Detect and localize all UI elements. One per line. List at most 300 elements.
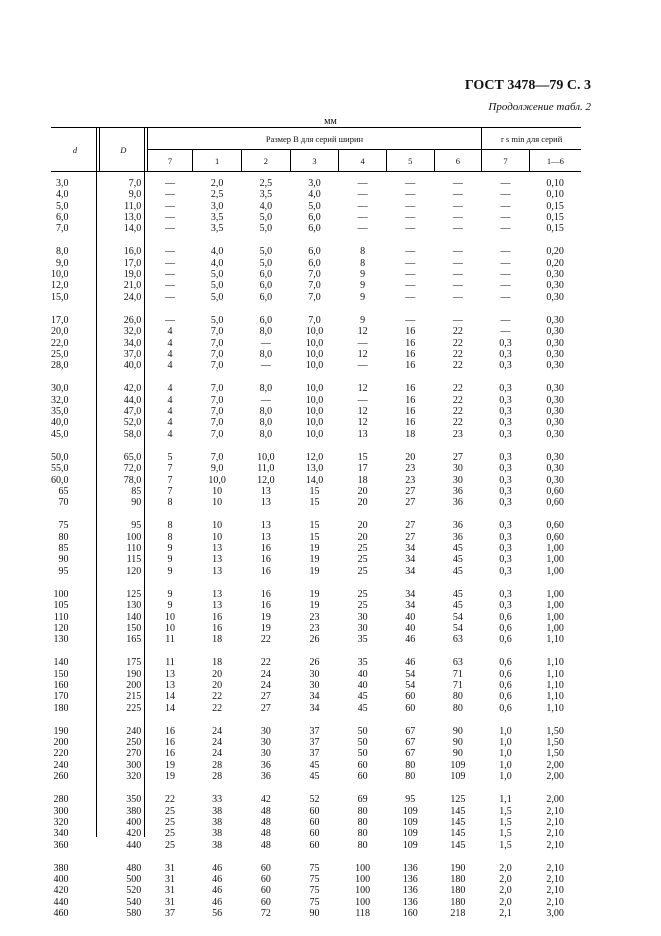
table-cell: 9	[360, 280, 366, 292]
table-cell: —	[500, 291, 511, 303]
table-cell: 22,0	[51, 337, 69, 349]
table-cell: 250	[126, 737, 142, 749]
table-cell: 31	[165, 874, 176, 886]
table-cell: 60	[309, 805, 320, 817]
table-cell: 0,30	[546, 337, 564, 349]
table-cell: 1,5	[499, 839, 512, 851]
table-cell: 26,0	[123, 314, 142, 326]
table-cell: 340	[53, 828, 69, 840]
table-cell: 25	[165, 828, 176, 840]
table-row	[51, 828, 581, 839]
table-cell: 180	[53, 702, 69, 714]
table-cell: —	[405, 314, 416, 326]
table-cell: 4	[167, 406, 173, 418]
table-cell: 7,0	[210, 337, 224, 349]
table-cell: 145	[450, 816, 466, 828]
table-cell: 13	[165, 679, 176, 691]
table-row	[51, 600, 581, 611]
table-cell: 20	[357, 497, 368, 509]
table-cell: 24	[212, 737, 223, 749]
table-cell: 280	[53, 794, 69, 806]
table-cell: 9,0	[210, 463, 224, 475]
table-cell: 140	[53, 657, 69, 669]
table-cell: 1,00	[546, 565, 564, 577]
table-row	[51, 737, 581, 748]
table-cell: —	[165, 223, 176, 235]
table-cell: 0,30	[546, 383, 564, 395]
table-cell: —	[405, 246, 416, 258]
table-cell: 1,00	[546, 543, 564, 555]
table-cell: 19	[309, 600, 320, 612]
table-cell: 16	[260, 554, 271, 566]
table-cell: 15,0	[51, 291, 69, 303]
table-cell: 16	[212, 622, 223, 634]
table-cell: 34	[405, 554, 416, 566]
table-cell: 72	[260, 908, 271, 920]
table-row	[51, 212, 581, 223]
table-row	[51, 463, 581, 474]
table-cell: 38	[212, 805, 223, 817]
table-cell: 27	[260, 702, 271, 714]
table-cell: 240	[126, 725, 142, 737]
table-cell: 10	[165, 622, 176, 634]
table-row	[51, 440, 581, 463]
table-cell: 0,30	[546, 280, 564, 292]
table-cell: —	[500, 211, 511, 223]
column-divider	[144, 127, 145, 837]
table-cell: 17,0	[51, 314, 69, 326]
table-row	[51, 395, 581, 406]
table-cell: 520	[126, 885, 142, 897]
table-cell: 30	[260, 748, 271, 760]
table-cell: 2,10	[546, 839, 564, 851]
table-cell: 10,0	[257, 451, 275, 463]
table-cell: 25,0	[51, 348, 69, 360]
table-cell: 48	[260, 839, 271, 851]
table-row	[51, 532, 581, 543]
table-cell: 47,0	[123, 406, 142, 418]
table-cell: 120	[53, 622, 69, 634]
table-cell: 12,0	[257, 474, 275, 486]
table-cell: 15	[357, 451, 368, 463]
table-row	[51, 349, 581, 360]
table-cell: —	[500, 269, 511, 281]
table-cell: 22	[452, 360, 463, 372]
table-cell: 52	[309, 794, 320, 806]
table-cell: 40	[405, 622, 416, 634]
table-cell: 380	[126, 805, 142, 817]
table-cell: —	[165, 189, 176, 201]
table-cell: 7,0	[210, 428, 224, 440]
table-cell: 2,0	[499, 885, 512, 897]
table-cell: 45	[452, 588, 463, 600]
table-cell: 1,10	[546, 657, 564, 669]
table-cell: 8,0	[259, 326, 273, 338]
table-cell: 25	[357, 565, 368, 577]
table-cell: 0,3	[499, 497, 512, 509]
table-cell: 100	[355, 862, 371, 874]
table-cell: 60	[309, 828, 320, 840]
table-cell: 7,0	[210, 360, 224, 372]
table-cell: 8	[167, 531, 173, 543]
table-cell: 100	[53, 588, 69, 600]
table-cell: 8	[167, 520, 173, 532]
table-cell: 0,3	[499, 337, 512, 349]
table-cell: 50	[357, 748, 368, 760]
table-row	[51, 554, 581, 565]
table-cell: 4	[167, 417, 173, 429]
table-cell: 8	[360, 257, 366, 269]
table-cell: 16	[165, 737, 176, 749]
table-cell: 4	[167, 326, 173, 338]
table-cell: 48	[260, 816, 271, 828]
table-cell: 6,0	[259, 314, 273, 326]
table-cell: 50	[357, 725, 368, 737]
table-cell: 0,3	[499, 451, 512, 463]
table-cell: 17	[357, 463, 368, 475]
table-cell: 130	[53, 634, 69, 646]
table-cell: 46	[212, 885, 223, 897]
table-cell: 7,0	[210, 406, 224, 418]
table-cell: 1,10	[546, 668, 564, 680]
table-cell: 1,5	[499, 805, 512, 817]
table-cell: 63	[452, 657, 463, 669]
table-row	[51, 303, 581, 326]
table-cell: 6,0	[308, 223, 321, 235]
table-cell: 120	[126, 565, 142, 577]
table-cell: 6,0	[308, 211, 321, 223]
table-row	[51, 326, 581, 337]
table-row	[51, 234, 581, 257]
table-cell: 12	[357, 406, 368, 418]
table-row	[51, 680, 581, 691]
table-cell: 42	[260, 794, 271, 806]
table-cell: —	[405, 200, 416, 212]
table-cell: 109	[402, 805, 418, 817]
table-cell: 4	[167, 428, 173, 440]
table-cell: 6,0	[259, 269, 273, 281]
table-row	[51, 508, 581, 531]
table-cell: —	[165, 200, 176, 212]
table-cell: 23	[309, 611, 320, 623]
table-cell: 9	[167, 543, 173, 555]
table-cell: 0,30	[546, 451, 564, 463]
table-cell: 100	[355, 885, 371, 897]
table-cell: 50	[357, 737, 368, 749]
table-cell: 320	[53, 816, 69, 828]
table-cell: 27	[405, 520, 416, 532]
table-row	[51, 475, 581, 486]
table-cell: 16	[405, 383, 416, 395]
unit-label: мм	[324, 116, 337, 127]
table-cell: 67	[405, 748, 416, 760]
table-cell: 34	[405, 600, 416, 612]
table-row	[51, 806, 581, 817]
table-cell: 85	[131, 485, 142, 497]
table-row	[51, 703, 581, 714]
table-cell: 22	[165, 794, 176, 806]
table-cell: 0,6	[499, 622, 512, 634]
table-cell: 13	[212, 554, 223, 566]
table-cell: 2,00	[546, 794, 564, 806]
table-cell: 1,00	[546, 611, 564, 623]
table-cell: 42,0	[123, 383, 142, 395]
table-cell: 109	[402, 816, 418, 828]
table-cell: 1,50	[546, 748, 564, 760]
table-cell: 136	[402, 896, 418, 908]
table-cell: 12,0	[305, 451, 324, 463]
table-cell: 45	[452, 543, 463, 555]
table-cell: 23	[405, 463, 416, 475]
table-cell: 190	[126, 668, 142, 680]
table-cell: 1,5	[499, 816, 512, 828]
table-cell: 60	[405, 691, 416, 703]
table-cell: 1,50	[546, 725, 564, 737]
table-cell: —	[165, 314, 176, 326]
table-cell: —	[405, 211, 416, 223]
table-cell: 10	[212, 531, 223, 543]
table-cell: 60	[357, 759, 368, 771]
table-cell: 30	[309, 679, 320, 691]
table-cell: 60	[309, 839, 320, 851]
table-cell: 80	[357, 839, 368, 851]
table-cell: 16	[260, 600, 271, 612]
table-cell: 48	[260, 828, 271, 840]
table-cell: 105	[53, 600, 69, 612]
table-cell: 54	[452, 611, 463, 623]
table-cell: 24	[212, 748, 223, 760]
table-row	[51, 280, 581, 291]
table-cell: 4,0	[308, 189, 321, 201]
table-cell: 55,0	[51, 463, 69, 475]
table-row	[51, 338, 581, 349]
table-cell: 19	[260, 622, 271, 634]
col-header-series: 7	[147, 150, 193, 172]
table-cell: 34	[405, 565, 416, 577]
table-cell: —	[452, 211, 463, 223]
table-cell: —	[405, 269, 416, 281]
table-cell: 0,60	[546, 531, 564, 543]
table-cell: 54	[405, 679, 416, 691]
table-cell: 1,0	[499, 771, 512, 783]
table-cell: —	[260, 337, 271, 349]
table-cell: 15	[309, 485, 320, 497]
table-cell: 16	[405, 417, 416, 429]
table-cell: 22	[452, 337, 463, 349]
table-cell: 9	[167, 565, 173, 577]
table-cell: 16	[165, 725, 176, 737]
table-cell: 3,5	[259, 189, 273, 201]
col-header-series: 1—6	[529, 150, 581, 172]
table-cell: 11	[165, 634, 175, 646]
col-header-series: 3	[290, 150, 339, 172]
table-cell: —	[452, 223, 463, 235]
table-row	[51, 269, 581, 280]
row-group	[51, 851, 581, 919]
table-cell: 46	[212, 874, 223, 886]
table-cell: 0,6	[499, 691, 512, 703]
table-cell: —	[260, 360, 271, 372]
table-cell: 10,0	[305, 428, 324, 440]
row-group	[51, 172, 581, 235]
table-cell: 4,0	[56, 189, 69, 201]
table-cell: 0,3	[499, 565, 512, 577]
table-cell: 14	[165, 691, 176, 703]
table-cell: 27	[260, 691, 271, 703]
table-cell: 95	[58, 565, 69, 577]
table-cell: —	[452, 291, 463, 303]
row-group	[51, 440, 581, 508]
table-cell: 45	[452, 600, 463, 612]
table-cell: 460	[53, 908, 69, 920]
table-cell: —	[452, 257, 463, 269]
col-header-group-B: Размер B для серий ширин	[147, 128, 482, 150]
table-cell: 34	[309, 702, 320, 714]
table-cell: 10,0	[305, 326, 324, 338]
table-cell: 13	[212, 588, 223, 600]
table-cell: 6,0	[259, 291, 273, 303]
table-cell: 23	[452, 428, 463, 440]
table-cell: 25	[165, 839, 176, 851]
table-cell: 60	[357, 771, 368, 783]
table-cell: 90	[58, 554, 69, 566]
table-cell: 67	[405, 725, 416, 737]
table-cell: 7,0	[56, 223, 69, 235]
table-cell: 165	[126, 634, 142, 646]
table-cell: 0,30	[546, 394, 564, 406]
table-cell: 18	[212, 657, 223, 669]
table-cell: 0,3	[499, 588, 512, 600]
table-cell: 25	[357, 543, 368, 555]
table-cell: 56	[212, 908, 223, 920]
table-cell: 440	[53, 896, 69, 908]
table-cell: 36	[452, 520, 463, 532]
table-cell: 36	[452, 485, 463, 497]
row-group	[51, 577, 581, 645]
table-cell: 45	[357, 702, 368, 714]
table-cell: 7,0	[308, 280, 321, 292]
table-cell: 11,0	[257, 463, 275, 475]
table-cell: 10,0	[305, 360, 324, 372]
table-row	[51, 360, 581, 371]
table-cell: 8,0	[259, 348, 273, 360]
table-cell: 4,0	[210, 246, 224, 258]
table-row	[51, 645, 581, 668]
table-cell: 40,0	[123, 360, 142, 372]
table-cell: 40,0	[51, 417, 69, 429]
table-cell: 0,3	[499, 463, 512, 475]
table-cell: 360	[53, 839, 69, 851]
table-cell: 16	[405, 360, 416, 372]
table-cell: 180	[450, 885, 466, 897]
table-cell: 67	[405, 737, 416, 749]
table-cell: 15	[309, 531, 320, 543]
table-cell: 6,0	[308, 257, 321, 269]
table-cell: 0,30	[546, 348, 564, 360]
table-cell: 16	[260, 588, 271, 600]
table-cell: 9	[167, 588, 173, 600]
table-cell: 175	[126, 657, 142, 669]
table-cell: 70	[58, 497, 69, 509]
table-cell: 27	[452, 451, 463, 463]
table-cell: 4	[167, 337, 173, 349]
table-cell: 7	[167, 485, 173, 497]
table-cell: 115	[126, 554, 142, 566]
table-row	[51, 406, 581, 417]
table-cell: 5,0	[210, 269, 224, 281]
table-cell: 270	[126, 748, 142, 760]
table-cell: 0,3	[499, 406, 512, 418]
table-cell: 28	[212, 771, 223, 783]
table-cell: 1,0	[499, 725, 512, 737]
table-cell: 45	[452, 565, 463, 577]
table-cell: 6,0	[259, 280, 273, 292]
table-cell: 0,20	[546, 257, 564, 269]
table-cell: 37	[309, 748, 320, 760]
table-cell: —	[500, 257, 511, 269]
table-cell: 0,3	[499, 554, 512, 566]
table-row	[51, 874, 581, 885]
table-cell: —	[500, 246, 511, 258]
table-cell: 80	[452, 691, 463, 703]
table-cell: 71	[452, 679, 463, 691]
table-cell: 45	[452, 554, 463, 566]
table-cell: 0,30	[546, 291, 564, 303]
table-cell: 215	[126, 691, 142, 703]
table-cell: 27	[405, 485, 416, 497]
table-cell: 5,0	[210, 314, 224, 326]
table-cell: 13	[260, 497, 271, 509]
table-row	[51, 189, 581, 200]
table-row	[51, 782, 581, 805]
table-cell: 240	[53, 759, 69, 771]
table-cell: 22	[452, 406, 463, 418]
table-cell: 480	[126, 862, 142, 874]
table-cell: 9	[360, 314, 366, 326]
table-cell: 0,30	[546, 314, 564, 326]
table-cell: 9,0	[56, 257, 69, 269]
table-cell: 30	[309, 668, 320, 680]
table-cell: —	[500, 280, 511, 292]
table-cell: 7,0	[308, 314, 321, 326]
table-cell: 5,0	[308, 200, 321, 212]
table-cell: 10,0	[305, 417, 324, 429]
table-cell: 32,0	[123, 326, 142, 338]
table-cell: 12	[357, 417, 368, 429]
table-cell: 6,0	[56, 211, 69, 223]
table-cell: 8,0	[259, 383, 273, 395]
table-cell: 4	[167, 348, 173, 360]
table-cell: —	[165, 246, 176, 258]
table-cell: 13	[260, 485, 271, 497]
table-cell: 36	[452, 531, 463, 543]
table-row	[51, 817, 581, 828]
table-cell: 118	[355, 908, 370, 920]
table-cell: 65,0	[123, 451, 142, 463]
table-cell: 95	[405, 794, 416, 806]
table-cell: 28,0	[51, 360, 69, 372]
table-cell: 37	[309, 737, 320, 749]
table-cell: 1,10	[546, 691, 564, 703]
table-row	[51, 371, 581, 394]
table-cell: 13,0	[305, 463, 324, 475]
table-cell: —	[500, 314, 511, 326]
table-cell: 225	[126, 702, 142, 714]
table-cell: 11	[165, 657, 175, 669]
table-cell: 8,0	[56, 246, 69, 258]
table-cell: 54	[452, 622, 463, 634]
table-cell: 0,3	[499, 394, 512, 406]
